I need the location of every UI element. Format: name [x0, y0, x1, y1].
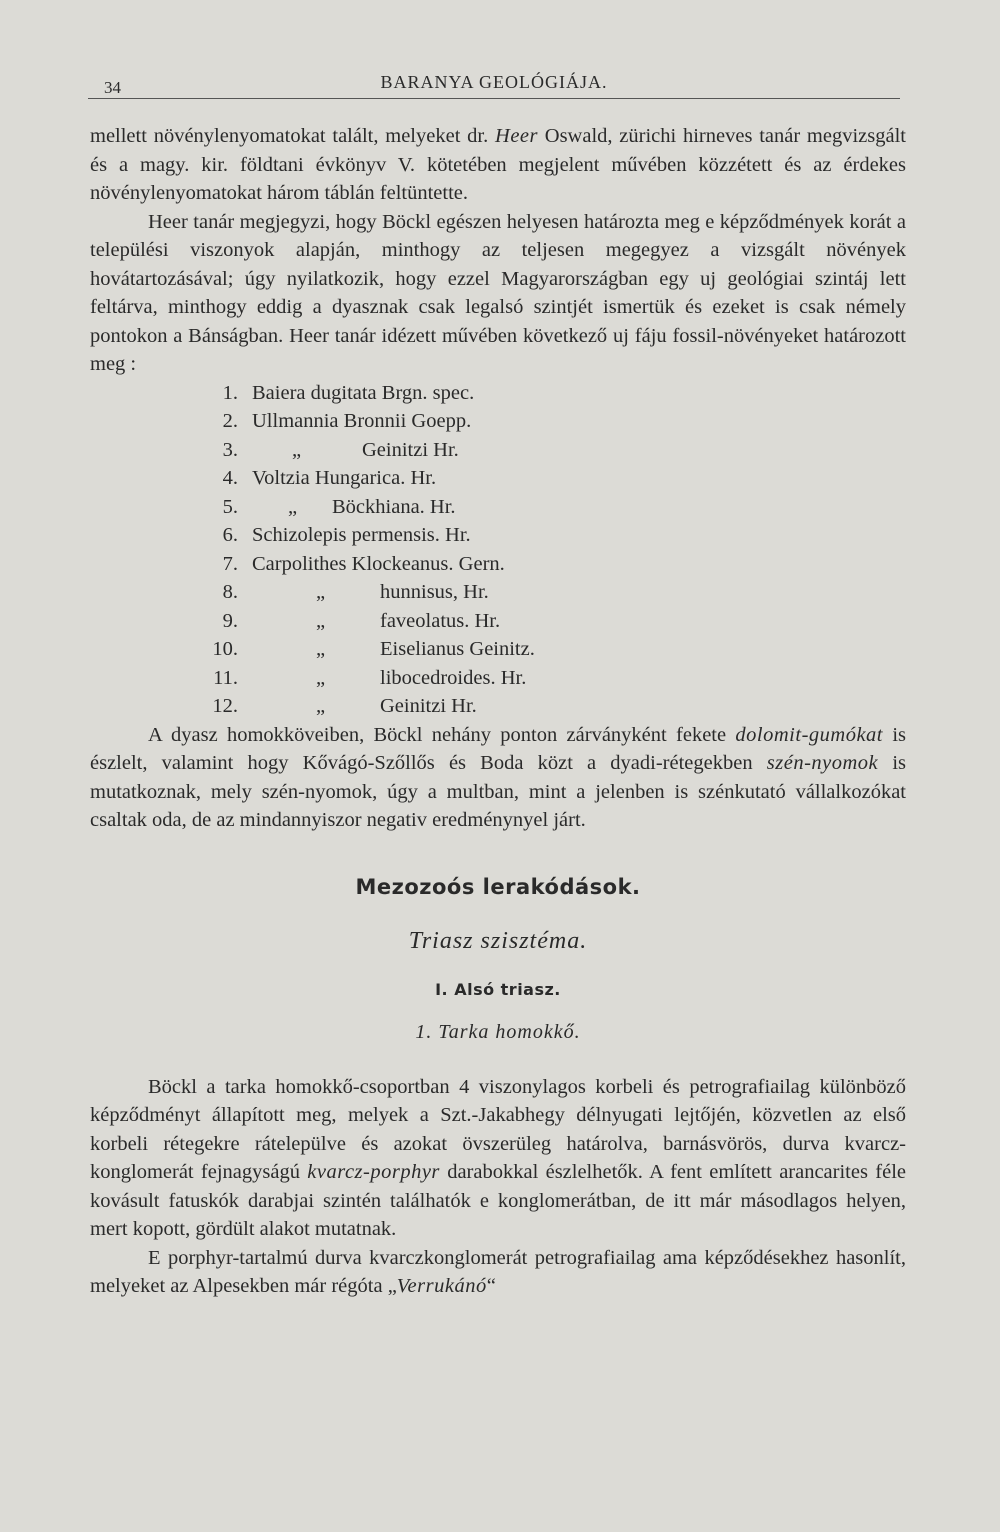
item-text: faveolatus. Hr. [380, 609, 501, 632]
ditto-mark: „ [316, 609, 326, 632]
paragraph-2: Heer tanár megjegyzi, hogy Böckl egészen helyesen határozta meg e képződmények korát a települési viszonyok alapján, minthogy az teljesen megegyez a vizsgált növények hovátartozásával; úgy nyilatkozik, hogy ezzel Magyarországban egy uj geológiai szintáj lett feltárva, minthogy eddig a dyasznak csak legalsó szintjét ismertük és ezeket is csak némely pontokon a Bánságban. Heer tanár idézett művében következő uj fáju fossil-növényeket határozott meg : [90, 210, 906, 375]
list-item [90, 407, 906, 436]
paragraph-1 [90, 122, 906, 208]
ditto-mark: „ [316, 666, 326, 689]
text-run: darabokkal észlelhetők. A fent említett arancarites féle kovásult fatuskók darabjai szintén találhatók e konglomerátban, de itt már másodlagos helyen, mert kopott, gördült alakot mutatnak. [90, 1161, 906, 1240]
list-item [90, 436, 906, 465]
italic-term: dolomit-gumókat [735, 723, 883, 746]
item-text: Ullmannia Bronnii Goepp. [252, 410, 472, 432]
page-number: 34 [104, 78, 121, 97]
item-number: 10. [212, 638, 238, 660]
text-run: is észlelt, valamint hogy Kővágó-Szőllős és Boda közt a dyadi-rétegekben [90, 723, 906, 774]
item-text: Eiselianus Geinitz. [380, 638, 535, 660]
item-text: Schizolepis permensis. Hr. [252, 524, 471, 546]
running-title: BARANYA GEOLÓGIÁJA. [380, 72, 608, 92]
item-text: Voltzia Hungarica. Hr. [252, 467, 437, 489]
italic-term: szén-nyomok [766, 752, 879, 774]
page-body [90, 122, 906, 1301]
item-text: hunnisus, Hr. [380, 581, 489, 603]
list-item [90, 464, 906, 493]
species-list [90, 379, 906, 721]
item-text: Carpolithes Klockeanus. Gern. [252, 552, 505, 575]
list-item [90, 550, 906, 579]
text-run: mellett növénylenyomatokat talált, melyeket dr. [90, 125, 496, 147]
text-run: Böckl a tarka homokkő-csoportban 4 viszonylagos korbeli és petrografiailag különböző képződményt állapított meg, melyek a Szt.-Jakabhegy délnyugati lejtőjén, közvetlen az első korbeli rétegekre rátelepülve és azokat övszerüleg határolva, barnásvörös, durva kvarcz-konglomerát fejnagyságú [90, 1075, 906, 1183]
item-text: Baiera dugitata Brgn. spec. [252, 381, 475, 404]
list-item [90, 521, 906, 550]
list-item [90, 635, 906, 664]
item-number: 1. [222, 381, 238, 404]
ditto-mark: „ [316, 638, 326, 660]
page-header [88, 68, 900, 99]
list-item [90, 692, 906, 721]
list-item [90, 493, 906, 522]
system-heading: Triasz szisztéma. [408, 928, 588, 954]
item-number: 9. [222, 609, 238, 632]
text-run: A dyasz homokköveiben, Böckl nehány ponton zárványként fekete [148, 723, 736, 746]
italic-term: Verrukánó [396, 1275, 487, 1297]
ditto-mark: „ [292, 438, 302, 461]
ditto-mark: „ [316, 581, 326, 603]
section-heading: Mezozoós lerakódások. [355, 874, 641, 899]
list-item [90, 607, 906, 636]
italic-name: Heer [495, 125, 538, 147]
list-item [90, 664, 906, 693]
item-number: 11. [213, 666, 238, 689]
text-run: “ [486, 1275, 496, 1297]
item-number: 7. [222, 552, 238, 575]
paragraph-4 [90, 1073, 906, 1244]
item-number: 6. [222, 524, 238, 546]
list-item [90, 578, 906, 607]
italic-term: kvarcz-porphyr [307, 1161, 440, 1183]
text-run: is mutatkoznak, mely szén-nyomok, úgy a multban, mint a jelenben is szénkutató vállalkozókat csaltak oda, de az mindannyiszor negativ eredménynyel járt. [90, 752, 906, 831]
item-number: 8. [222, 581, 238, 603]
item-text: libocedroides. Hr. [380, 666, 527, 689]
paragraph-5 [90, 1244, 906, 1301]
item-text: Böckhiana. Hr. [332, 495, 456, 518]
item-number: 4. [222, 467, 238, 489]
item-text: Geinitzi Hr. [362, 438, 459, 461]
item-number: 12. [212, 695, 238, 717]
subsection-heading: I. Alsó triasz. [435, 979, 561, 999]
item-number: 2. [222, 410, 238, 432]
item-number: 5. [222, 495, 238, 518]
text-run: Oswald, zürichi hirneves tanár megvizsgált és a magy. kir. földtani évkönyv V. kötetében megjelent művében közzétett és az érdekes növénylenyomatokat három táblán feltüntette. [90, 125, 906, 204]
subsubsection-heading: 1. Tarka homokkő. [415, 1021, 581, 1043]
paragraph-3 [90, 721, 906, 835]
item-number: 3. [222, 438, 238, 461]
list-item [90, 379, 906, 408]
ditto-mark: „ [288, 495, 298, 518]
text-run: E porphyr-tartalmú durva kvarczkonglomerát petrografiailag ama képződésekhez hasonlít, melyeket az Alpesekben már régóta „ [90, 1246, 906, 1297]
item-text: Geinitzi Hr. [380, 695, 477, 717]
ditto-mark: „ [316, 695, 326, 717]
